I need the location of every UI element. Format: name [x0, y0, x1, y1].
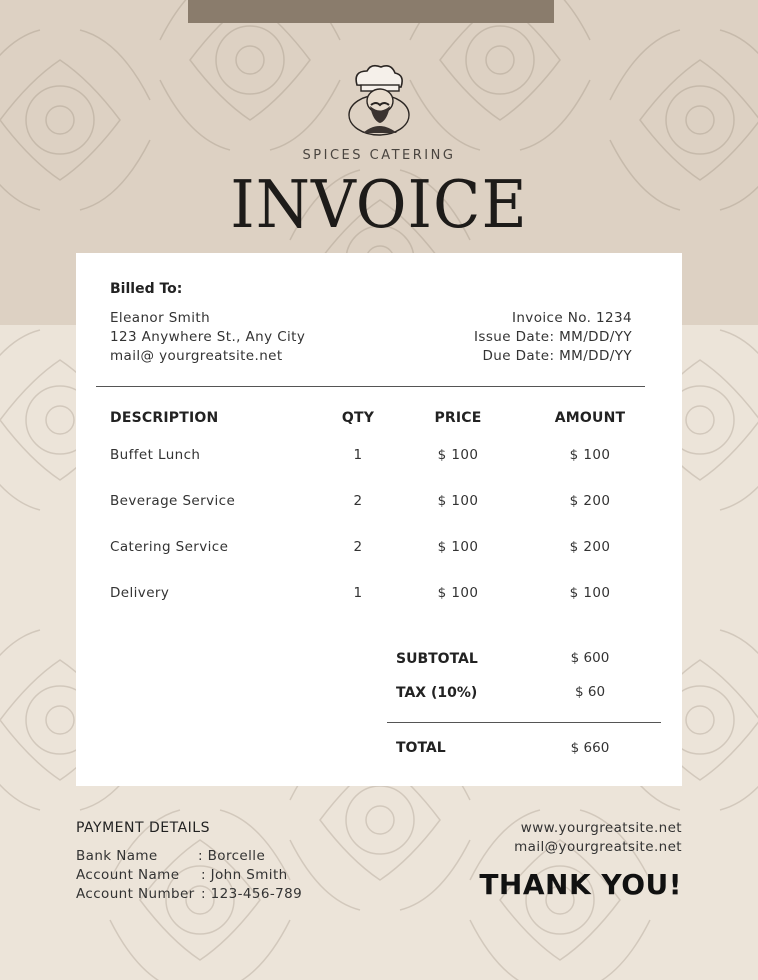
total-label: TOTAL — [396, 740, 446, 756]
client-name: Eleanor Smith — [110, 310, 211, 326]
row-price: $ 100 — [437, 539, 479, 555]
column-header-amount: AMOUNT — [554, 410, 626, 426]
subtotal-label: SUBTOTAL — [396, 651, 478, 667]
account-name-value: : John Smith — [201, 867, 288, 883]
website-link[interactable]: www.yourgreatsite.net — [520, 820, 682, 836]
account-number-value: : 123-456-789 — [201, 886, 303, 902]
row-amount: $ 200 — [569, 539, 611, 555]
tax-value: $ 60 — [574, 684, 606, 700]
row-price: $ 100 — [437, 493, 479, 509]
subtotal-value: $ 600 — [570, 650, 610, 666]
invoice-title: INVOICE — [230, 166, 528, 243]
row-description: Delivery — [110, 585, 170, 601]
chef-portrait-logo — [343, 63, 415, 139]
billed-to-heading: Billed To: — [110, 281, 183, 297]
header-divider — [96, 386, 645, 387]
account-number-label: Account Number — [76, 886, 195, 902]
client-address: 123 Anywhere St., Any City — [110, 329, 306, 345]
row-qty: 1 — [353, 447, 363, 463]
brand-name: SPICES CATERING — [302, 148, 456, 163]
bank-name-label: Bank Name — [76, 848, 158, 864]
column-header-qty: QTY — [341, 410, 375, 426]
row-description: Catering Service — [110, 539, 229, 555]
row-description: Buffet Lunch — [110, 447, 201, 463]
issue-date: Issue Date: MM/DD/YY — [474, 329, 632, 345]
column-header-description: DESCRIPTION — [110, 410, 219, 426]
row-amount: $ 100 — [569, 447, 611, 463]
total-value: $ 660 — [570, 740, 610, 756]
account-name-label: Account Name — [76, 867, 180, 883]
row-qty: 2 — [353, 493, 363, 509]
payment-details-heading: PAYMENT DETAILS — [76, 820, 210, 836]
invoice-number: Invoice No. 1234 — [511, 310, 632, 326]
due-date: Due Date: MM/DD/YY — [482, 348, 632, 364]
row-description: Beverage Service — [110, 493, 236, 509]
client-email: mail@ yourgreatsite.net — [110, 348, 283, 364]
row-price: $ 100 — [437, 447, 479, 463]
tax-label: TAX (10%) — [396, 685, 478, 701]
column-header-price: PRICE — [434, 410, 482, 426]
row-price: $ 100 — [437, 585, 479, 601]
top-accent-bar — [188, 0, 554, 23]
row-amount: $ 100 — [569, 585, 611, 601]
row-amount: $ 200 — [569, 493, 611, 509]
row-qty: 1 — [353, 585, 363, 601]
row-qty: 2 — [353, 539, 363, 555]
thank-you-text: THANK YOU! — [479, 868, 682, 901]
bank-name-value: : Borcelle — [198, 848, 266, 864]
totals-divider — [387, 722, 661, 723]
contact-email[interactable]: mail@yourgreatsite.net — [514, 839, 682, 855]
